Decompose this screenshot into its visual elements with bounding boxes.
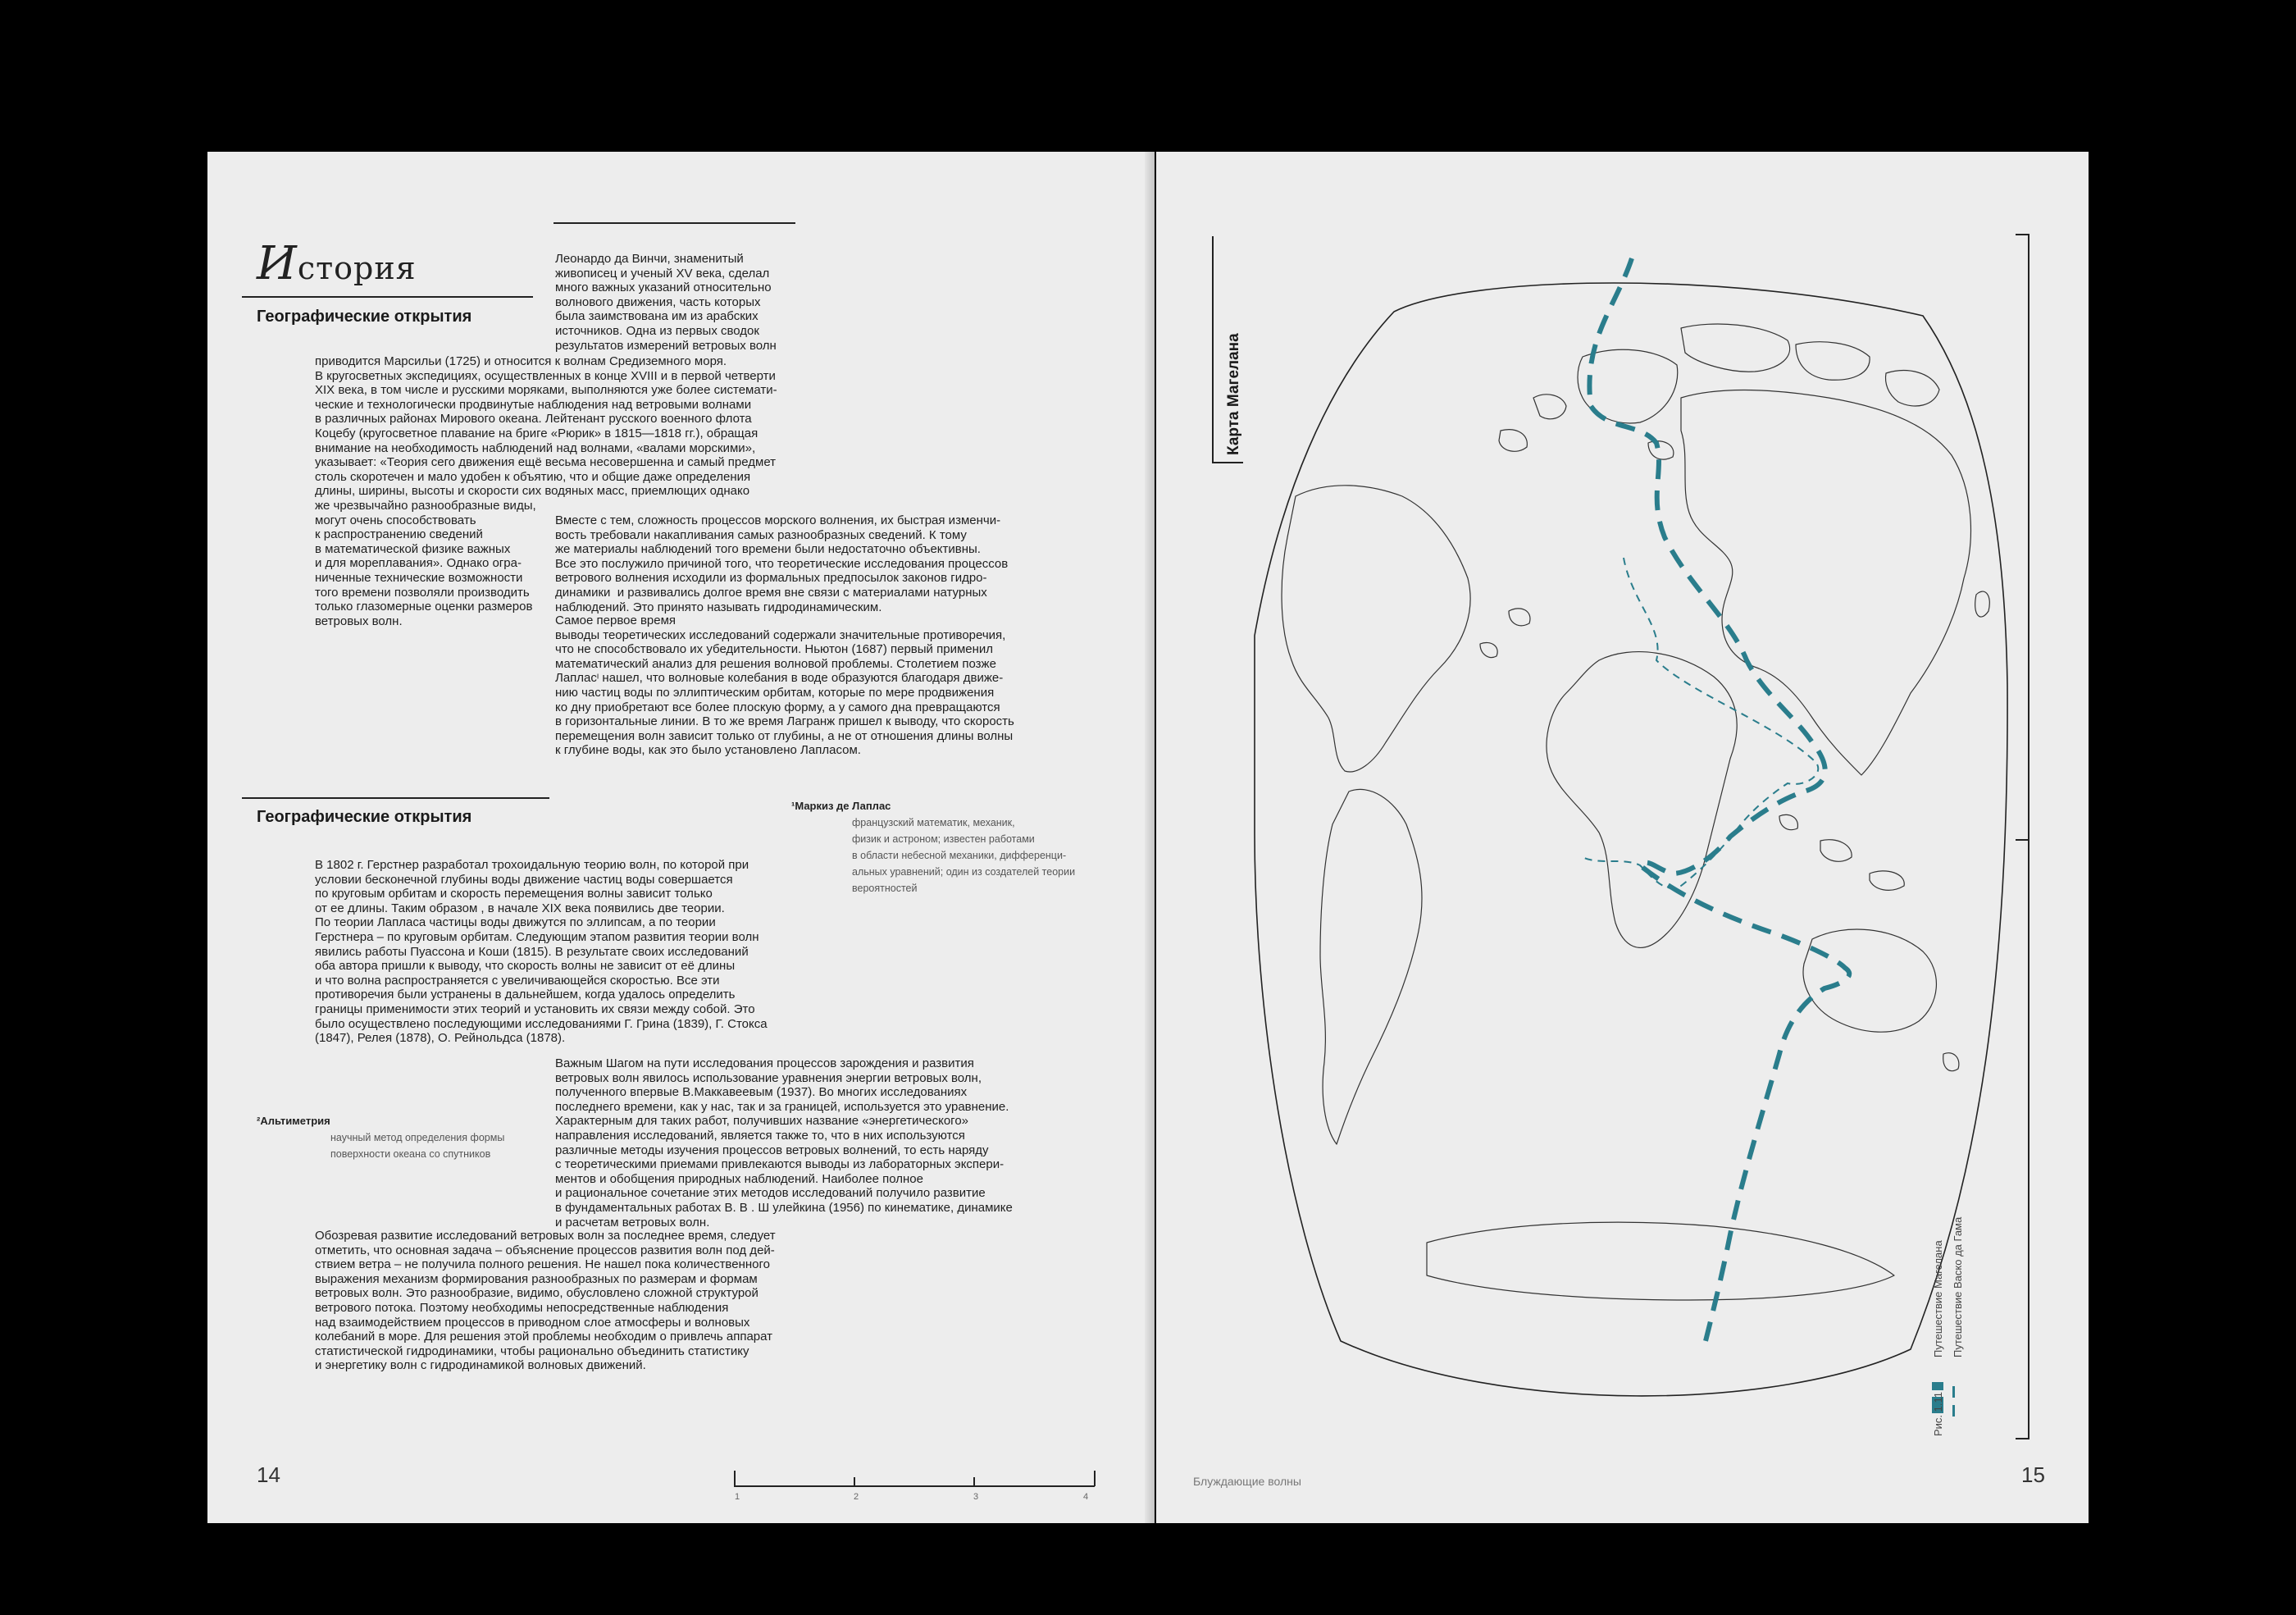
- figure-label: Рис. 1.11: [1932, 1392, 1944, 1436]
- scale-label-3: 3: [973, 1492, 979, 1502]
- gerstner-paragraph: В 1802 г. Герстнер разработал трохоидальную теорию волн, по которой при условии бесконечной глубины воды движение частиц воды совершается по круговым орбитам и скорость перемещения волны зависит только от ее длины. Таким образом , в начале XIX века появились две теории. По теории Лапласа частицы воды движутся по эллипсам, а по теории Герстнера – по круговым орбитам. Следующим этапом развития теории волн явились работы Пуассона и Коши (1815). В результате своих исследований оба автора пришли к выводу, что скорость волны не зависит от её длины и что волна распространяется с увеличивающейся скоростью. Все эти противоречия были устранены в дальнейшем, когда удалось определить границы применимости этих теорий и установить их связи между собой. Это было осуществлено последующими исследованиями Г. Грина (1839), Г. Стокса (1847), Релея (1878), О. Рейнольдса (1878).: [315, 858, 768, 1046]
- footnote-laplace-title: ¹Маркиз де Лаплас: [791, 800, 891, 812]
- marsili-paragraph: приводится Марсильи (1725) и относится к волнам Средиземного моря. В кругосветных экспедициях, осуществленных в конце XVIII и в первой четверти XIX века, в том числе и русскими моряками, выполняются уже более системати- ческие и технологически продвинутые наблюдения над ветровыми волнами в различных районах Мирового океана. Лейтенант русского военного флота Коцебу (кругосветное плавание на бриге «Рюрик» в 1815—1818 гг.), обращая внимание на необходимость наблюдений над волнами, «валами морскими», указывает: «Теория сего движения ещё весьма несовершенна и самый предмет столь скоротечен и мало удобен к объятию, что и общие даже определения длины, ширины, высоты и скорости сих водяных масс, приемлющих однако же чрезвычайно разнообразные виды, могут очень способствовать к распространению сведений в математической физике важных и для мореплавания». Однако огра- ниченные технические возможности того времени позволяли производить только глазомерные оценки размеров ветровых волн.: [315, 354, 777, 628]
- legend-swatch-vasco: [1952, 1386, 1955, 1398]
- scale-label-4: 4: [1083, 1492, 1089, 1502]
- scale-label-1: 1: [735, 1492, 740, 1502]
- footnote-laplace-text: французский математик, механик, физик и астроном; известен работами в области небесной механики, дифференци- альных уравнений; один из создателей теории вероятностей: [852, 817, 1076, 894]
- footnote-altimetry-title: ²Альтиметрия: [257, 1115, 330, 1127]
- route-magellan: [1589, 258, 1849, 1341]
- complexity-paragraph: Вместе с тем, сложность процессов морского волнения, их быстрая изменчи- вость требовали накапливания самых разнообразных сведений. К тому же материалы наблюдений того времени были недостаточно объективны. Все это послужило причиной того, что теоретические исследования процессов ветрового волнения исходили из формальных предпосылок законов гидро- динамики и развивались долгое время вне связи с материалами натурных наблюдений. Это принято называть гидродинамическим.: [555, 513, 1009, 614]
- scale-label-2: 2: [854, 1492, 859, 1502]
- world-map: [1156, 152, 2089, 1523]
- page-number-left: 14: [257, 1462, 280, 1487]
- legend-label-magellan: Путешествие Магелана: [1932, 1240, 1944, 1357]
- map-frame: [1255, 283, 2007, 1396]
- legend-label-vasco: Путешествие Васко да Гама: [1952, 1216, 1964, 1357]
- continents: [1282, 324, 1989, 1300]
- route-vasco-da-gama: [1583, 558, 1818, 888]
- title-rest: стория: [297, 250, 417, 286]
- page-title: [257, 237, 417, 290]
- theory-paragraph: Самое первое время выводы теоретических исследований содержали значительные противоречия, что не способствовало их убедительности. Ньютон (1687) первый применил математический анализ для решения волновой проблемы. Столетием позже Лапласᶦ нашел, что волновые колебания в воде образуются благодаря движе- нию частиц воды по эллиптическим орбитам, которые по мере продвижения ко дну приобретают все более плоскую форму, а у самого дна превращаются в горизонтальные линии. В то же время Лагранж пришел к выводу, что скорость перемещения волн зависит только от глубины, а не от отношения длины волны к глубине воды, как это было установлено Лапласом.: [555, 614, 1014, 758]
- header-rule: [554, 222, 795, 224]
- intro-paragraph: Леонардо да Винчи, знаменитый живописец и ученый XV века, сделал много важных указаний относительно волнового движения, часть которых была заимствована им из арабских источников. Одна из первых сводок результатов измерений ветровых волн: [555, 252, 777, 353]
- section1-rule: [242, 296, 533, 298]
- section1-heading: Географические открытия: [257, 308, 472, 326]
- title-initial: И: [257, 237, 298, 290]
- section2-heading: Географические открытия: [257, 808, 472, 826]
- footer-running-title: Блуждающие волны: [1193, 1475, 1301, 1488]
- page-number-right: 15: [2021, 1462, 2045, 1487]
- right-page: [1156, 152, 2089, 1523]
- map-title: Карта Магелана: [1225, 333, 1242, 455]
- makkaveev-paragraph: Важным Шагом на пути исследования процессов зарождения и развития ветровых волн явилось использование уравнения энергии ветровых волн, полученного впервые В.Маккавеевым (1937). Во многих исследованиях последнего времени, как у нас, так и за границей, используется это уравнение. Характерным для таких работ, получивших название «энергетического» направления исследований, является также то, что в них используются различные методы изучения процессов ветровых волнений, то есть наряду с теоретическими приемами привлекаются выводы из лабораторных экспери- ментов и обобщения природных наблюдений. Наиболее полное и рациональное сочетание этих методов исследований получило развитие в фундаментальных работах В. В . Ш улейкина (1956) по кинематике, динамике и расчетам ветровых волн.: [555, 1056, 1013, 1229]
- left-page: [207, 152, 1155, 1523]
- review-paragraph: Обозревая развитие исследований ветровых волн за последнее время, следует отметить, что основная задача – объяснение процессов развития волн под дей- ствием ветра – не получила полного решения. Не нашел пока количественного выражения механизм формирования разнообразных по размерам и формам ветровых волн. Это разнообразие, видимо, обусловлено сложной структурой ветрового потока. Поэтому необходимы непосредственные наблюдения над взаимодействием процессов в приводном слое атмосферы и волновых колебаний в море. Для решения этой проблемы необходим о привлечь аппарат статистической гидродинамики, чтобы рационально объединить статистику и энергетику волн с гидродинамикой волновых движений.: [315, 1229, 776, 1373]
- footnote-altimetry-text: научный метод определения формы поверхности океана со спутников: [330, 1132, 505, 1160]
- section2-rule: [242, 797, 549, 799]
